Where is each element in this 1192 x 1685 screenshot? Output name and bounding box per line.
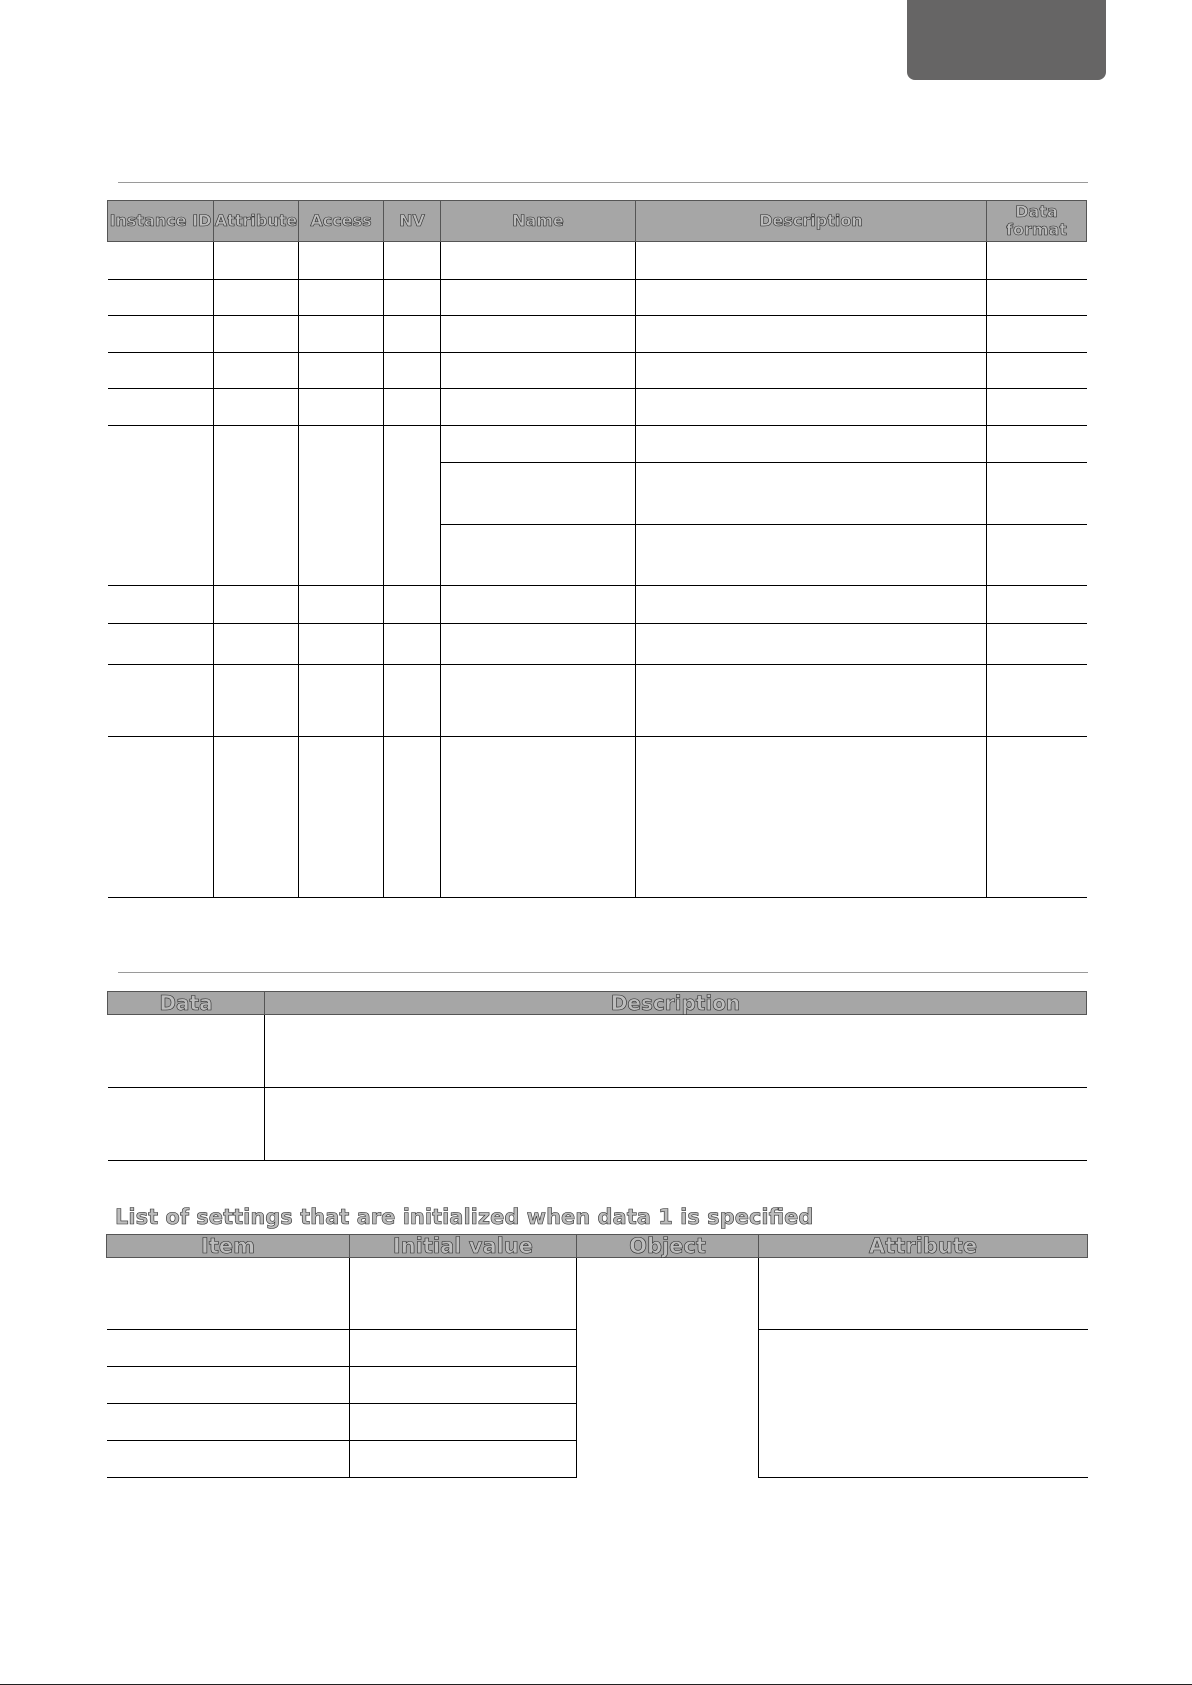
header-data-format: Data format bbox=[987, 201, 1087, 242]
header-initial-value: Initial value bbox=[350, 1235, 577, 1258]
table-header-row bbox=[107, 1235, 1088, 1258]
table-row bbox=[108, 316, 1087, 353]
table-row bbox=[108, 624, 1087, 665]
table-row bbox=[108, 389, 1087, 426]
data-description-table bbox=[107, 991, 1087, 1161]
header-attribute: Attribute bbox=[214, 201, 299, 242]
chapter-tab bbox=[907, 0, 1106, 80]
header-instance-id: Instance ID bbox=[108, 201, 214, 242]
table-row bbox=[108, 1015, 1087, 1088]
header-object: Object bbox=[577, 1235, 759, 1258]
table-row bbox=[108, 665, 1087, 737]
attribute-table bbox=[107, 200, 1087, 898]
table-row bbox=[108, 353, 1087, 389]
table-header-row bbox=[108, 201, 1087, 242]
table-header-row bbox=[108, 992, 1087, 1015]
table-row bbox=[108, 426, 1087, 463]
header-description: Description bbox=[636, 201, 987, 242]
table-row bbox=[108, 586, 1087, 624]
table-row bbox=[108, 1088, 1087, 1161]
header-attribute: Attribute bbox=[759, 1235, 1088, 1258]
section-rule bbox=[118, 972, 1088, 973]
header-name: Name bbox=[441, 201, 636, 242]
table-row bbox=[108, 737, 1087, 898]
header-nv: NV bbox=[384, 201, 441, 242]
section-rule bbox=[118, 182, 1088, 183]
table-row bbox=[107, 1258, 1088, 1330]
table-row bbox=[108, 280, 1087, 316]
header-data: Data bbox=[108, 992, 265, 1015]
initialized-settings-table bbox=[106, 1234, 1088, 1478]
header-access: Access bbox=[299, 201, 384, 242]
table-caption: List of settings that are initialized when data 1 is specified bbox=[115, 1205, 814, 1229]
header-description: Description bbox=[265, 992, 1087, 1015]
header-item: Item bbox=[107, 1235, 350, 1258]
table-row bbox=[108, 242, 1087, 280]
